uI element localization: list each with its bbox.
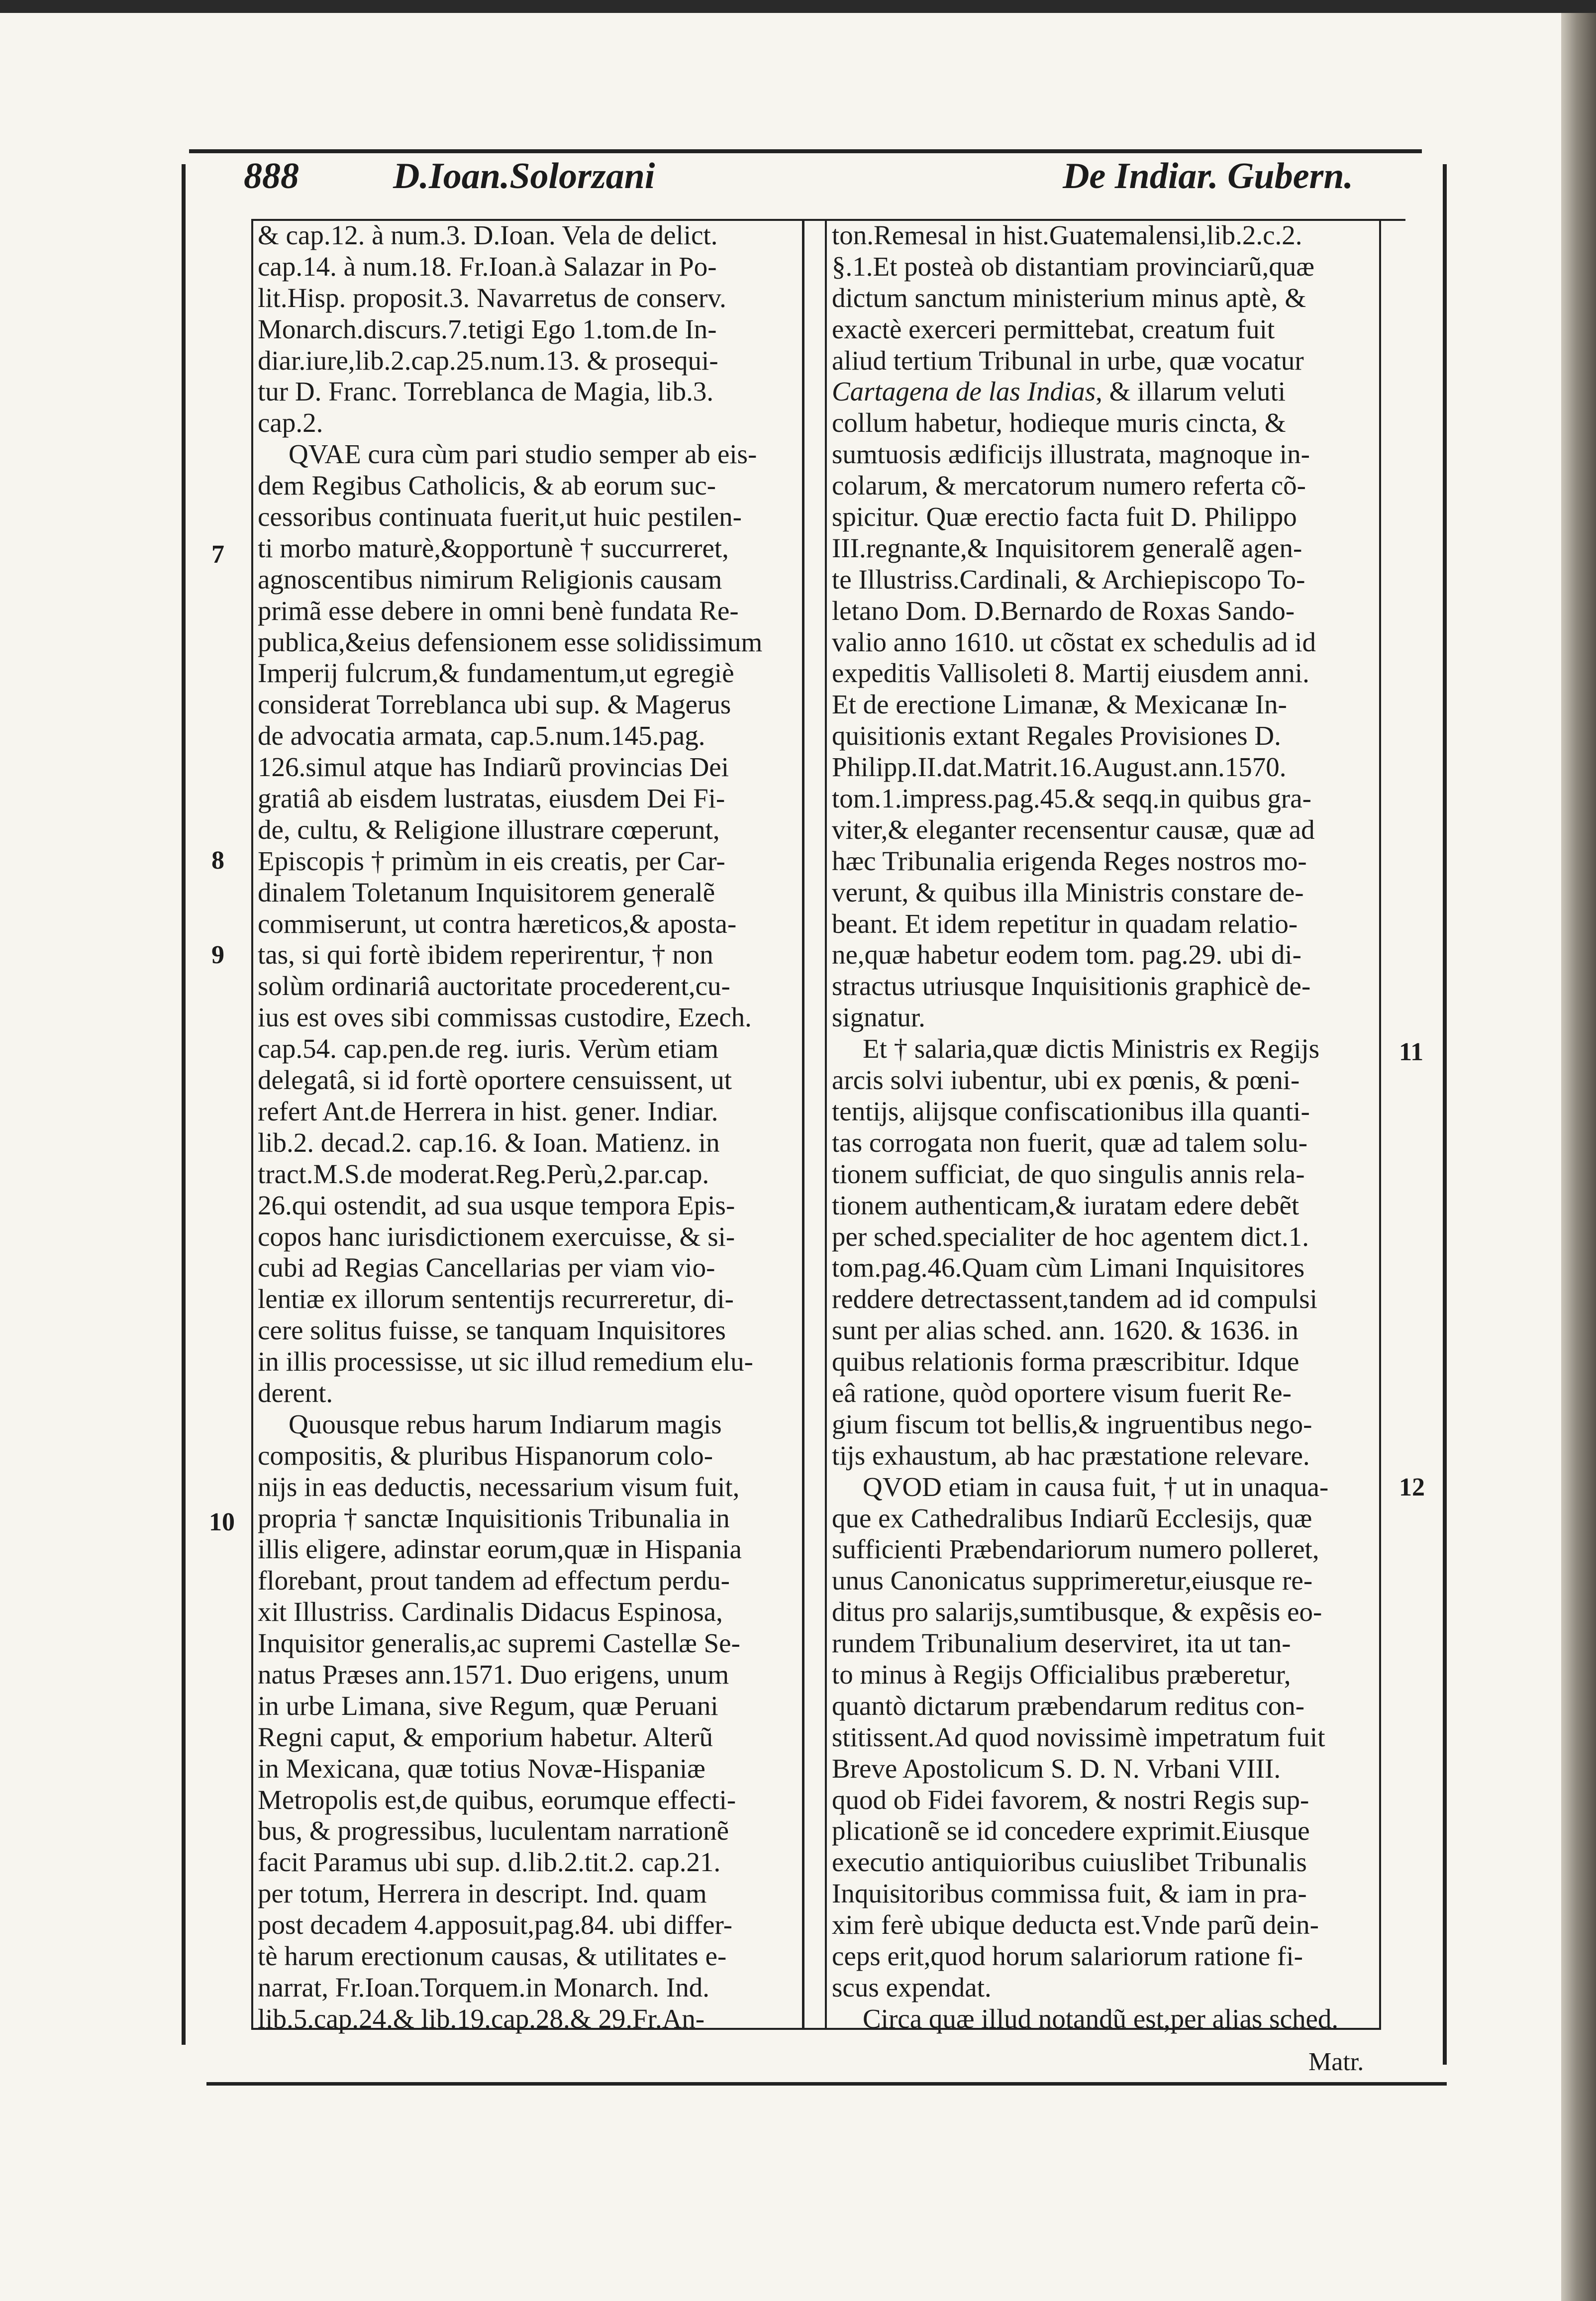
left-column-line: lit.Hisp. proposit.3. Navarretus de conserv. [258,282,726,313]
catchword: Matr. [1308,2048,1364,2076]
right-column-line: tom.pag.46.Quam cùm Limani Inquisitores [832,1252,1305,1283]
left-column-line: de advocatia armata, cap.5.num.145.pag. [258,720,705,751]
left-column-line: lib.2. decad.2. cap.16. & Ioan. Matienz. in [258,1127,720,1158]
right-column-line: expeditis Vallisoleti 8. Martij eiusdem anni. [832,658,1309,689]
right-column-line: sunt per alias sched. ann. 1620. & 1636. in [832,1315,1298,1346]
right-column-line: ne,quæ habetur eodem tom. pag.29. ubi di- [832,939,1301,970]
right-column-line: que ex Cathedralibus Indiarũ Ecclesijs, quæ [832,1502,1312,1533]
right-column-line: Inquisitoribus commissa fuit, & iam in pra- [832,1878,1307,1909]
right-column-line: spicitur. Quæ erectio facta fuit D. Philippo [832,501,1297,532]
page-number: 888 [244,156,299,197]
left-column-line: dinalem Toletanum Inquisitorem generalẽ [258,877,715,907]
right-column-line: te Illustriss.Cardinali, & Archiepiscopo To- [832,564,1305,595]
left-column-line: 126.simul atque has Indiarũ provincias Dei [258,752,729,783]
right-column-line: executio antiquioribus cuiuslibet Tribunalis [832,1847,1307,1878]
right-column-line: ceps erit,quod horum salariorum ratione fi- [832,1940,1303,1971]
right-column-line: collum habetur, hodieque muris cincta, & [832,407,1286,438]
frame-rule-right [1443,164,1447,2065]
column-rule-left [251,219,253,2030]
right-column-line: signatur. [832,1002,925,1033]
left-column-line: considerat Torreblanca ubi sup. & Magerus [258,689,731,720]
left-column-line: ti morbo maturè,&opportunè † succurreret, [258,532,729,563]
right-column-line: tijs exhaustum, ab hac præstatione relevare. [832,1440,1310,1471]
left-column-line: cere solitus fuisse, se tanquam Inquisitores [258,1315,726,1346]
right-column-line: Breve Apostolicum S. D. N. Vrbani VIII. [832,1753,1281,1784]
left-column-line: Quousque rebus harum Indiarum magis [289,1408,722,1439]
margin-note-12: 12 [1399,1473,1425,1501]
left-column-line: Imperij fulcrum,& fundamentum,ut egregiè [258,658,734,689]
left-column-line: Metropolis est,de quibus, eorumque effecti- [258,1784,736,1815]
left-column-line: dem Regibus Catholicis, & ab eorum suc- [258,470,716,501]
right-column-line: stitissent.Ad quod novissimè impetratum fuit [832,1721,1325,1752]
right-column-line: unus Canonicatus supprimeretur,eiusque re- [832,1565,1313,1596]
frame-rule-left [182,164,186,2045]
right-text-column [832,220,1375,2034]
right-column-line: aliud tertium Tribunal in urbe, quæ vocatur [832,345,1304,376]
right-column-line: Et † salaria,quæ dictis Ministris ex Regijs [863,1033,1320,1064]
right-column-line: reddere detrectassent,tandem ad id compulsi [832,1284,1317,1314]
left-column-line: Episcopis † primùm in eis creatis, per Car- [258,845,725,876]
left-column-line: post decadem 4.apposuit,pag.84. ubi differ- [258,1909,733,1940]
left-column-line: delegatâ, si id fortè oportere censuissent, ut [258,1065,732,1096]
scan-top-edge [0,0,1596,13]
right-column-line: viter,& eleganter recensentur causæ, quæ ad [832,814,1315,845]
left-column-line: Monarch.discurs.7.tetigi Ego 1.tom.de In- [258,313,717,344]
left-column-line: natus Præses ann.1571. Duo erigens, unum [258,1659,729,1690]
left-column-line: xit Illustriss. Cardinalis Didacus Espinosa, [258,1597,723,1627]
column-rule-right [1379,219,1381,2030]
right-column-line: sumtuosis ædificijs illustrata, magnoque in- [832,439,1310,470]
left-column-line: diar.iure,lib.2.cap.25.num.13. & prosequi- [258,345,718,376]
left-column-line: in Mexicana, quæ totius Novæ-Hispaniæ [258,1753,705,1784]
right-column-line: III.regnante,& Inquisitorem generalẽ agen- [832,532,1302,563]
right-column-line: xim ferè ubique deducta est.Vnde parũ dein- [832,1909,1319,1940]
margin-note-10: 10 [209,1508,235,1536]
right-column-line: Philipp.II.dat.Matrit.16.August.ann.1570. [832,752,1287,783]
right-column-line: tionem sufficiat, de quo singulis annis rela- [832,1158,1305,1189]
right-column-line: hæc Tribunalia erigenda Reges nostros mo- [832,845,1307,876]
left-column-line: bus, & progressibus, luculentam narrationẽ [258,1815,729,1846]
margin-note-9: 9 [211,941,224,969]
left-column-line: refert Ant.de Herrera in hist. gener. Indiar. [258,1096,718,1126]
right-column-line: dictum sanctum ministerium minus aptè, & [832,282,1306,313]
right-column-line: tentijs, alijsque confiscationibus illa quanti- [832,1096,1310,1126]
left-column-line: lentiæ ex illorum sententijs recurreretur, di- [258,1284,734,1314]
left-column-line: narrat, Fr.Ioan.Torquem.in Monarch. Ind. [258,1972,709,2002]
right-column-line: QVOD etiam in causa fuit, † ut in unaqua- [863,1471,1329,1502]
left-column-line: illis eligere, adinstar eorum,quæ in Hispania [258,1534,742,1565]
left-column-line: cessoribus continuata fuerit,ut huic pestilen- [258,501,742,532]
right-column-line: ditus pro salarijs,sumtibusque, & expẽsis eo- [832,1597,1322,1627]
left-text-column [258,220,800,2034]
column-rule-middle [802,219,804,2030]
right-column-line: to minus à Regijs Officialibus præberetur, [832,1659,1291,1690]
running-header [214,155,1398,205]
right-column-line: valio anno 1610. ut cõstat ex schedulis ad id [832,626,1316,657]
margin-note-11: 11 [1399,1038,1424,1066]
left-column-line: tè harum erectionum causas, & utilitates e- [258,1940,727,1971]
right-column-line: verunt, & quibus illa Ministris constare de- [832,877,1304,907]
right-column-line: stractus utriusque Inquisitionis graphicè de- [832,971,1311,1001]
right-column-line: quibus relationis forma præscribitur. Idque [832,1346,1299,1377]
left-column-line: de, cultu, & Religione illustrare cœperunt, [258,814,720,845]
left-column-line: QVAE cura cùm pari studio semper ab eis- [289,439,757,470]
right-column-line: quisitionis extant Regales Provisiones D. [832,720,1281,751]
column-rule-middle-inner [825,219,827,2030]
right-column-line: quod ob Fidei favorem, & nostri Regis sup- [832,1784,1309,1815]
left-column-line: tract.M.S.de moderat.Reg.Perù,2.par.cap. [258,1158,709,1189]
left-column-line: agnoscentibus nimirum Religionis causam [258,564,722,595]
frame-rule-top [189,149,1422,153]
left-column-line: nijs in eas deductis, necessarium visum fuit, [258,1471,740,1502]
left-column-line: solùm ordinariâ auctoritate procederent,cu- [258,971,730,1001]
left-column-line: 26.qui ostendit, ad sua usque tempora Epis- [258,1190,735,1220]
right-column-line: plicationẽ se id concedere exprimit.Eiusque [832,1815,1310,1846]
header-work-title: De Indiar. Gubern. [1063,156,1353,197]
right-column-line: tas corrogata non fuerit, quæ ad talem solu- [832,1127,1308,1158]
right-column-line: tionem authenticam,& iuratam edere debẽt [832,1190,1299,1220]
left-column-line: compositis, & pluribus Hispanorum colo- [258,1440,713,1471]
right-column-line: Cartagena de las Indias, & illarum veluti [832,376,1286,407]
right-column-line: colarum, & mercatorum numero referta cõ- [832,470,1306,501]
left-column-line: ius est oves sibi commissas custodire, Ezech. [258,1002,752,1033]
margin-note-8: 8 [211,846,224,875]
right-column-line: Et de erectione Limanæ, & Mexicanæ In- [832,689,1287,720]
left-column-line: facit Paramus ubi sup. d.lib.2.tit.2. cap.21. [258,1847,721,1878]
left-column-line: publica,&eius defensionem esse solidissimum [258,626,763,657]
left-column-line: florebant, prout tandem ad effectum perdu- [258,1565,730,1596]
left-column-line: copos hanc iurisdictionem exercuisse, & si- [258,1221,735,1252]
left-column-line: commiserunt, ut contra hæreticos,& aposta- [258,908,737,939]
right-column-line: Circa quæ illud notandũ est,per alias sched. [863,2003,1339,2034]
right-column-line: per sched.specialiter de hoc agentem dict.1. [832,1221,1309,1252]
left-column-line: cubi ad Regias Cancellarias per viam vio- [258,1252,715,1283]
frame-rule-bottom [206,2082,1447,2086]
left-column-line: tas, si qui fortè ibidem reperirentur, † non [258,939,713,970]
right-column-line: exactè exerceri permittebat, creatum fuit [832,313,1275,344]
left-column-line: cap.2. [258,407,323,438]
left-column-line: & cap.12. à num.3. D.Ioan. Vela de delict. [258,220,718,250]
right-column-line: §.1.Et posteà ob distantiam provinciarũ,quæ [832,251,1314,282]
right-column-line: letano Dom. D.Bernardo de Roxas Sando- [832,595,1295,626]
margin-note-7: 7 [211,540,224,569]
right-column-line: quantò dictarum præbendarum reditus con- [832,1690,1305,1721]
left-column-line: lib.5.cap.24.& lib.19.cap.28.& 29.Fr.An- [258,2003,705,2034]
left-column-line: derent. [258,1377,333,1408]
left-column-line: per totum, Herrera in descript. Ind. quam [258,1878,707,1909]
left-column-line: primã esse debere in omni benè fundata Re- [258,595,739,626]
right-column-line: scus expendat. [832,1972,992,2002]
right-column-line: eâ ratione, quòd oportere visum fuerit Re- [832,1377,1292,1408]
book-spine [1561,0,1596,2301]
left-column-line: tur D. Franc. Torreblanca de Magia, lib.3. [258,376,714,407]
left-column-line: cap.14. à num.18. Fr.Ioan.à Salazar in Po- [258,251,717,282]
left-column-line: Regni caput, & emporium habetur. Alterũ [258,1721,713,1752]
left-column-line: in illis processisse, ut sic illud remedium elu- [258,1346,753,1377]
right-column-line: ton.Remesal in hist.Guatemalensi,lib.2.c.2. [832,220,1302,250]
right-column-line: rundem Tribunalium deserviret, ita ut tan- [832,1628,1291,1659]
left-column-line: propria † sanctæ Inquisitionis Tribunalia in [258,1502,730,1533]
header-author: D.Ioan.Solorzani [393,156,655,197]
left-column-line: in urbe Limana, sive Regum, quæ Peruani [258,1690,718,1721]
right-column-line: sufficienti Præbendariorum numero polleret, [832,1534,1319,1565]
left-column-line: cap.54. cap.pen.de reg. iuris. Verùm etiam [258,1033,719,1064]
right-column-line: tom.1.impress.pag.45.& seqq.in quibus gra- [832,783,1311,814]
left-column-line: gratiâ ab eisdem lustratas, eiusdem Dei Fi- [258,783,725,814]
right-column-line: arcis solvi iubentur, ubi ex pœnis, & pœni- [832,1065,1300,1096]
right-column-line: beant. Et idem repetitur in quadam relatio- [832,908,1298,939]
right-column-line: gium fiscum tot bellis,& ingruentibus nego- [832,1408,1312,1439]
left-column-line: Inquisitor generalis,ac supremi Castellæ Se- [258,1628,740,1659]
